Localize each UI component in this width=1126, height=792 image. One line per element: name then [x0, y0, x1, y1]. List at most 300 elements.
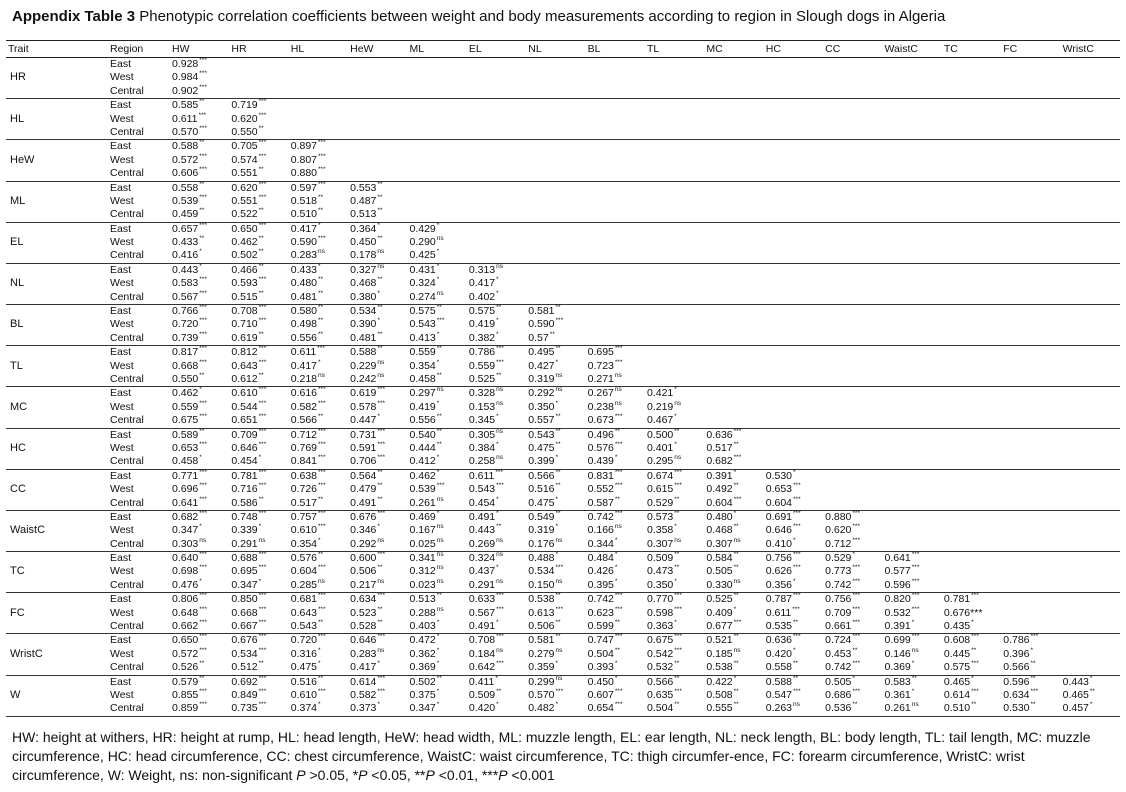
- coefficient: 0.534: [350, 305, 377, 318]
- correlation-cell: [229, 99, 288, 140]
- correlation-value: [885, 634, 940, 647]
- significance-mark: **: [318, 674, 324, 682]
- correlation-value: [350, 373, 405, 386]
- significance-mark: ***: [614, 358, 623, 366]
- correlation-value: [291, 429, 346, 442]
- significance-mark: ***: [258, 674, 267, 682]
- significance-mark: *: [496, 330, 499, 338]
- correlation-value: [172, 182, 227, 195]
- correlation-value: [469, 470, 524, 483]
- caption-label: Appendix Table 3: [12, 8, 136, 25]
- correlation-value: [766, 524, 821, 537]
- correlation-value: [647, 593, 702, 606]
- correlation-cell: [764, 58, 823, 99]
- significance-mark: ***: [674, 646, 682, 654]
- significance-mark: *: [318, 701, 321, 709]
- significance-mark: *: [496, 564, 499, 572]
- significance-mark: **: [436, 413, 442, 421]
- coefficient: 0.549: [528, 510, 555, 523]
- correlation-cell: [942, 510, 1001, 551]
- significance-mark: **: [258, 262, 264, 270]
- correlation-cell: [170, 222, 229, 263]
- correlation-cell: [1061, 593, 1120, 634]
- coefficient: 0.551: [231, 167, 258, 180]
- significance-mark: ***: [199, 330, 207, 338]
- correlation-cell: [704, 428, 763, 469]
- correlation-value: [231, 455, 286, 468]
- coefficient: 0.657: [172, 222, 199, 235]
- coefficient: 0.577: [884, 565, 911, 578]
- correlation-value: [469, 264, 524, 277]
- correlation-value: [410, 318, 465, 331]
- correlation-value: [172, 318, 227, 331]
- significance-mark: **: [199, 660, 205, 668]
- coefficient: 0.506: [528, 620, 555, 633]
- significance-mark: ns: [614, 523, 622, 531]
- significance-mark: ***: [317, 345, 325, 353]
- coefficient: 0.590: [528, 318, 555, 331]
- significance-mark: ns: [258, 536, 266, 544]
- correlation-value: [825, 648, 880, 661]
- correlation-value: [528, 524, 583, 537]
- significance-mark: *: [436, 633, 440, 641]
- correlation-cell: [170, 593, 229, 634]
- correlation-cell: [883, 58, 942, 99]
- significance-mark: ***: [1030, 687, 1039, 695]
- trait-label: W: [6, 675, 108, 716]
- significance-mark: ***: [318, 592, 326, 600]
- coefficient: 0.472: [409, 634, 436, 647]
- table-row: [6, 58, 1120, 99]
- correlation-value: [231, 126, 286, 139]
- significance-mark: **: [199, 371, 205, 379]
- correlation-value: [291, 195, 346, 208]
- correlation-value: [231, 208, 286, 221]
- footnote-abbreviations: HW: height at withers, HR: height at rump, HL: head length, HeW: head width, ML: muzzle length, EL: ear length, NL: neck length, BL: body length, TL: tail length, MC: muzzle circumference, HC: head circumference, CC: chest circumference, WaistC: waist circumference, TC: thigh circumfer-ence, FC: forearm circumference, WristC: wrist circumference, W: Weight, ns: non-significant: [12, 729, 1091, 783]
- significance-mark: ***: [792, 605, 800, 613]
- significance-mark: **: [674, 427, 680, 435]
- significance-mark: **: [258, 330, 264, 338]
- correlation-cell: [586, 181, 645, 222]
- correlation-value: [588, 648, 643, 661]
- significance-mark: *: [377, 317, 380, 325]
- correlation-cell: [823, 58, 882, 99]
- correlation-value: [469, 579, 524, 592]
- coefficient: 0.555: [706, 702, 733, 715]
- significance-mark: ***: [258, 193, 267, 201]
- significance-mark: **: [733, 592, 739, 600]
- significance-mark: **: [318, 276, 324, 284]
- coefficient: 0.269: [468, 537, 496, 550]
- coefficient: 0.598: [647, 606, 674, 619]
- correlation-value: [231, 346, 286, 359]
- correlation-value: [350, 291, 405, 304]
- correlation-cell: [170, 181, 229, 222]
- significance-mark: ***: [258, 399, 267, 407]
- significance-mark: ***: [614, 468, 623, 476]
- table-row: [6, 593, 1120, 634]
- footnote-s2: <0.05, **: [367, 767, 426, 783]
- coefficient: 0.025: [409, 537, 436, 550]
- coefficient: 0.517: [290, 496, 318, 509]
- coefficient: 0.291: [231, 537, 258, 550]
- correlation-value: [350, 195, 405, 208]
- correlation-cell: [1001, 675, 1060, 716]
- coefficient: 0.742: [825, 661, 852, 674]
- correlation-cell: [942, 469, 1001, 510]
- correlation-cell: [586, 634, 645, 675]
- header-col: WristC: [1061, 41, 1120, 58]
- significance-mark: ns: [496, 536, 504, 544]
- correlation-cell: [823, 469, 882, 510]
- significance-mark: *: [436, 687, 440, 695]
- coefficient: 0.427: [528, 359, 555, 372]
- coefficient: 0.742: [587, 510, 614, 523]
- coefficient: 0.433: [290, 263, 318, 276]
- significance-mark: *: [733, 509, 737, 517]
- significance-mark: ***: [852, 633, 860, 641]
- correlation-value: [766, 511, 821, 524]
- coefficient: 0.756: [765, 552, 793, 565]
- coefficient: 0.350: [647, 578, 674, 591]
- coefficient: 0.572: [172, 153, 199, 166]
- coefficient: 0.612: [231, 372, 258, 385]
- coefficient: 0.677: [706, 620, 733, 633]
- correlation-value: [766, 648, 821, 661]
- correlation-value: [766, 689, 821, 702]
- coefficient: 0.534: [528, 565, 555, 578]
- correlation-value: [350, 661, 405, 674]
- coefficient: 0.419: [468, 318, 496, 331]
- header-col: HW: [170, 41, 229, 58]
- significance-mark: **: [733, 551, 739, 559]
- coefficient: 0.176: [528, 537, 555, 550]
- correlation-value: [231, 497, 286, 510]
- coefficient: 0.529: [825, 552, 852, 565]
- coefficient: 0.421: [647, 387, 674, 400]
- correlation-value: [469, 538, 524, 551]
- coefficient: 0.382: [468, 331, 496, 344]
- correlation-value: [706, 524, 761, 537]
- significance-mark: **: [377, 482, 383, 490]
- correlation-value: [706, 593, 761, 606]
- region-label: Central: [110, 84, 144, 97]
- significance-mark: ***: [258, 687, 267, 695]
- significance-mark: **: [199, 427, 205, 435]
- coefficient: 0.417: [290, 359, 318, 372]
- correlation-cell: [526, 222, 585, 263]
- significance-mark: *: [496, 701, 499, 709]
- coefficient: 0.419: [409, 400, 436, 413]
- region-label: Central: [110, 661, 144, 674]
- correlation-value: [231, 195, 286, 208]
- correlation-value: [944, 689, 999, 702]
- coefficient: 0.570: [528, 688, 555, 701]
- region-cell: [108, 305, 170, 346]
- correlation-cell: [467, 675, 526, 716]
- coefficient: 0.566: [1003, 661, 1030, 674]
- significance-mark: **: [555, 509, 561, 517]
- correlation-cell: [229, 469, 288, 510]
- coefficient: 0.480: [290, 277, 318, 290]
- correlation-value: [528, 332, 583, 345]
- correlation-value: [231, 538, 286, 551]
- correlation-value: [291, 455, 346, 468]
- significance-mark: ***: [674, 605, 682, 613]
- coefficient: 0.667: [231, 620, 258, 633]
- correlation-cell: [229, 305, 288, 346]
- significance-mark: *: [674, 440, 677, 448]
- coefficient: 0.242: [350, 372, 377, 385]
- correlation-value: [944, 661, 999, 674]
- significance-mark: ns: [436, 551, 444, 559]
- coefficient: 0.462: [231, 236, 258, 249]
- correlation-value: [706, 538, 761, 551]
- significance-mark: **: [318, 207, 324, 215]
- significance-mark: ns: [377, 262, 385, 270]
- coefficient: 0.473: [647, 565, 674, 578]
- coefficient: 0.469: [409, 510, 436, 523]
- correlation-cell: [942, 181, 1001, 222]
- correlation-cell: [467, 634, 526, 675]
- correlation-cell: [883, 305, 942, 346]
- correlation-cell: [526, 305, 585, 346]
- footnote-s3: <0.01, ***: [434, 767, 499, 783]
- correlation-value: [231, 332, 286, 345]
- coefficient: 0.529: [647, 496, 674, 509]
- coefficient: 0.184: [468, 647, 496, 660]
- trait-label: NL: [6, 263, 108, 304]
- table-row: [6, 552, 1120, 593]
- correlation-cell: [467, 140, 526, 181]
- coefficient: 0.307: [647, 537, 674, 550]
- coefficient: 0.502: [409, 675, 436, 688]
- correlation-value: [469, 648, 524, 661]
- significance-mark: **: [377, 207, 383, 215]
- significance-mark: **: [199, 98, 205, 106]
- significance-mark: ***: [258, 139, 267, 147]
- correlation-value: [172, 223, 227, 236]
- trait-label: BL: [6, 305, 108, 346]
- correlation-cell: [704, 305, 763, 346]
- footnote-p4: P: [498, 767, 508, 783]
- significance-mark: *: [614, 551, 618, 559]
- correlation-cell: [942, 675, 1001, 716]
- significance-mark: *: [852, 551, 855, 559]
- correlation-value: [350, 264, 405, 277]
- coefficient: 0.681: [290, 593, 318, 606]
- correlation-value: [706, 497, 761, 510]
- correlation-value: [172, 579, 227, 592]
- correlation-value: [588, 620, 643, 633]
- significance-mark: ns: [199, 536, 207, 544]
- coefficient: 0.525: [706, 593, 733, 606]
- significance-mark: **: [614, 427, 620, 435]
- correlation-value: [291, 511, 346, 524]
- significance-mark: ***: [555, 605, 564, 613]
- correlation-cell: [942, 222, 1001, 263]
- correlation-value: [172, 620, 227, 633]
- coefficient: 0.491: [468, 620, 496, 633]
- coefficient: 0.431: [409, 263, 436, 276]
- correlation-value: [825, 552, 880, 565]
- significance-mark: **: [555, 633, 561, 641]
- correlation-value: [172, 236, 227, 249]
- coefficient: 0.588: [350, 346, 377, 359]
- coefficient: 0.614: [350, 675, 377, 688]
- correlation-value: [291, 676, 346, 689]
- coefficient: 0.831: [587, 469, 614, 482]
- correlation-value: [291, 634, 346, 647]
- coefficient: 0.580: [290, 305, 318, 318]
- correlation-cell: [348, 305, 407, 346]
- header-col: HR: [229, 41, 288, 58]
- significance-mark: **: [258, 207, 264, 215]
- correlation-cell: [1061, 181, 1120, 222]
- correlation-cell: [586, 387, 645, 428]
- correlation-value: [231, 167, 286, 180]
- correlation-value: [231, 154, 286, 167]
- correlation-cell: [170, 263, 229, 304]
- coefficient: 0.769: [290, 441, 318, 454]
- significance-mark: *: [911, 660, 915, 668]
- correlation-cell: [229, 222, 288, 263]
- coefficient: 0.313: [468, 263, 496, 276]
- coefficient: 0.566: [647, 675, 674, 688]
- coefficient: 0.543: [409, 318, 436, 331]
- correlation-value: [528, 634, 583, 647]
- coefficient: 0.475: [528, 441, 555, 454]
- significance-mark: ***: [614, 413, 623, 421]
- region-cell: [108, 634, 170, 675]
- correlation-cell: [942, 387, 1001, 428]
- coefficient: 0.450: [350, 236, 377, 249]
- correlation-cell: [229, 387, 288, 428]
- significance-mark: ns: [318, 577, 325, 585]
- coefficient: 0.581: [528, 634, 555, 647]
- correlation-value: [172, 483, 227, 496]
- correlation-value: [766, 676, 821, 689]
- correlation-value: [350, 565, 405, 578]
- correlation-value: [588, 661, 643, 674]
- correlation-value: [647, 387, 702, 400]
- correlation-cell: [645, 552, 704, 593]
- coefficient: 0.610: [231, 387, 258, 400]
- correlation-cell: [1001, 428, 1060, 469]
- correlation-cell: [408, 140, 467, 181]
- coefficient: 0.611: [468, 469, 495, 482]
- correlation-value: [885, 552, 940, 565]
- coefficient: 0.928: [172, 58, 199, 70]
- coefficient: 0.312: [409, 565, 436, 578]
- significance-mark: ***: [199, 468, 207, 476]
- significance-mark: ns: [496, 551, 504, 559]
- significance-mark: *: [318, 536, 321, 544]
- significance-mark: *: [555, 660, 559, 668]
- significance-mark: ***: [199, 57, 207, 64]
- correlation-value: [410, 291, 465, 304]
- significance-mark: *: [674, 413, 677, 421]
- correlation-cell: [883, 593, 942, 634]
- correlation-value: [528, 387, 583, 400]
- coefficient: 0.676***: [943, 606, 983, 619]
- significance-mark: ***: [199, 646, 207, 654]
- correlation-value: [528, 305, 583, 318]
- correlation-cell: [408, 387, 467, 428]
- correlation-table: [6, 40, 1120, 717]
- coefficient: 0.437: [468, 565, 496, 578]
- significance-mark: ***: [199, 509, 207, 517]
- correlation-cell: [526, 593, 585, 634]
- correlation-cell: [704, 222, 763, 263]
- significance-mark: **: [258, 371, 264, 379]
- coefficient: 0.374: [290, 702, 318, 715]
- correlation-value: [410, 607, 465, 620]
- correlation-value: [231, 579, 286, 592]
- correlation-cell: [289, 181, 348, 222]
- significance-mark: **: [199, 235, 205, 243]
- correlation-cell: [764, 181, 823, 222]
- coefficient: 0.675: [172, 414, 199, 427]
- coefficient: 0.747: [587, 634, 614, 647]
- coefficient: 0.543: [468, 483, 496, 496]
- coefficient: 0.288: [409, 606, 436, 619]
- significance-mark: *: [733, 468, 737, 476]
- correlation-value: [291, 305, 346, 318]
- coefficient: 0.363: [647, 620, 674, 633]
- coefficient: 0.588: [172, 140, 199, 153]
- correlation-value: [410, 360, 465, 373]
- coefficient: 0.588: [765, 675, 793, 688]
- coefficient: 0.403: [409, 620, 436, 633]
- correlation-value: [231, 607, 286, 620]
- significance-mark: ***: [199, 413, 207, 421]
- coefficient: 0.454: [231, 455, 258, 468]
- coefficient: 0.611: [290, 346, 317, 359]
- correlation-value: [172, 167, 227, 180]
- trait-label: WristC: [6, 634, 108, 675]
- coefficient: 0.712: [290, 428, 318, 441]
- coefficient: 0.640: [172, 552, 199, 565]
- correlation-value: [231, 442, 286, 455]
- coefficient: 0.468: [350, 277, 377, 290]
- coefficient: 0.341: [409, 552, 436, 565]
- significance-mark: ***: [555, 317, 564, 325]
- table-row: [6, 387, 1120, 428]
- coefficient: 0.573: [647, 510, 674, 523]
- footnote-p2: P: [358, 767, 368, 783]
- coefficient: 0.583: [884, 675, 911, 688]
- coefficient: 0.417: [468, 277, 496, 290]
- correlation-value: [528, 414, 583, 427]
- correlation-cell: [586, 346, 645, 387]
- significance-mark: ***: [258, 152, 267, 160]
- coefficient: 0.498: [290, 318, 318, 331]
- correlation-value: [766, 483, 821, 496]
- correlation-cell: [170, 387, 229, 428]
- coefficient: 0.500: [647, 428, 674, 441]
- significance-mark: *: [318, 358, 321, 366]
- coefficient: 0.582: [350, 688, 377, 701]
- region-label: East: [110, 428, 132, 441]
- significance-mark: ***: [199, 304, 207, 312]
- header-col: MC: [704, 41, 763, 58]
- header-col: HL: [289, 41, 348, 58]
- coefficient: 0.267: [587, 387, 614, 400]
- correlation-value: [469, 346, 524, 359]
- correlation-value: [172, 511, 227, 524]
- significance-mark: ns: [733, 577, 741, 585]
